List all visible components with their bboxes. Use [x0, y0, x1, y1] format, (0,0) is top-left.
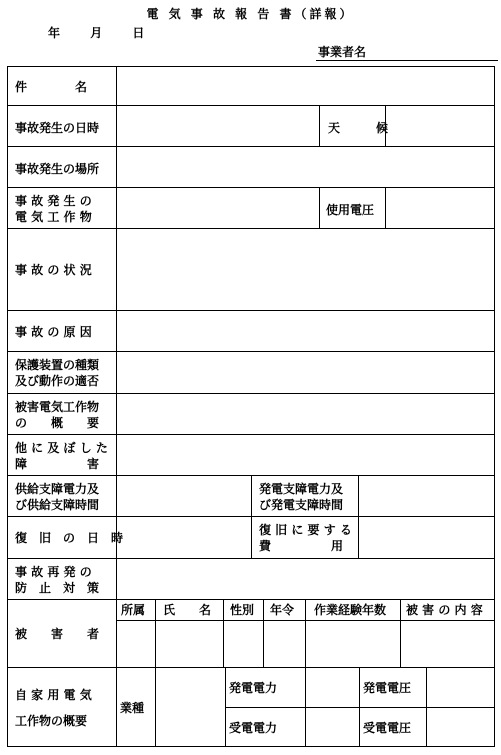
col-sex: 性別: [230, 603, 255, 617]
victim-affiliation-field[interactable]: [117, 621, 154, 666]
label-victims: 被 害 者: [15, 627, 100, 641]
label-gen-supply-2: び発電支障時間: [259, 498, 344, 512]
date-month: 月: [90, 26, 103, 40]
label-supply-2: び供給支障時間: [15, 498, 100, 512]
restore-cost-field[interactable]: [359, 517, 494, 557]
situation-field[interactable]: [117, 229, 494, 309]
gen-power-field[interactable]: [306, 668, 358, 706]
label-place: 事故発生の場所: [15, 162, 100, 176]
damaged-field[interactable]: [117, 394, 494, 433]
supply-field[interactable]: [117, 476, 250, 515]
label-subject: 件 名: [15, 80, 88, 94]
restore-field[interactable]: [117, 517, 250, 557]
label-industry: 業種: [120, 701, 145, 715]
label-facility-1: 事 故 発 生 の: [15, 194, 92, 208]
label-gen-power: 発電電力: [229, 681, 278, 695]
label-restore: 復 旧 の 日 時: [15, 531, 124, 545]
label-restore-cost-1: 復 旧 に 要 す る: [259, 523, 352, 537]
label-weather: 天 候: [328, 121, 389, 135]
date-year: 年: [48, 26, 61, 40]
weather-field[interactable]: [386, 106, 494, 145]
label-gen-supply-1: 発電支障電力及: [259, 482, 344, 496]
datetime-field[interactable]: [117, 106, 318, 145]
victim-sex-field[interactable]: [224, 621, 262, 666]
operator-name-field[interactable]: 事業者名: [316, 44, 498, 61]
label-supply-1: 供給支障電力及: [15, 482, 100, 496]
recv-voltage-field[interactable]: [427, 708, 494, 745]
prevent-field[interactable]: [117, 559, 494, 598]
col-damage: 被 害 の 内 容: [406, 603, 483, 617]
col-affiliation: 所属: [121, 603, 146, 617]
place-field[interactable]: [117, 147, 494, 186]
recv-power-field[interactable]: [306, 708, 358, 745]
label-protection-1: 保護装置の種類: [15, 358, 100, 372]
label-cause: 事 故 の 原 因: [15, 325, 92, 339]
date-line: [48, 24, 170, 41]
label-damaged-1: 被害電気工作物: [15, 400, 100, 414]
label-recv-power: 受電電力: [229, 721, 278, 735]
victim-name-field[interactable]: [156, 621, 222, 666]
label-protection-2: 及び動作の適否: [15, 374, 100, 388]
victim-experience-field[interactable]: [306, 621, 399, 666]
label-recv-voltage: 受電電圧: [363, 721, 412, 735]
gen-voltage-field[interactable]: [427, 668, 494, 706]
victim-damage-field[interactable]: [401, 621, 494, 666]
label-datetime: 事故発生の日時: [15, 121, 100, 135]
label-other-2: 障 害: [15, 457, 100, 471]
industry-field[interactable]: [156, 668, 224, 745]
label-gen-voltage: 発電電圧: [363, 681, 412, 695]
label-restore-cost-2: 費 用: [259, 539, 344, 553]
col-experience: 作業経験年数: [314, 603, 387, 617]
label-facility-2: 電 気 工 作 物: [15, 210, 92, 224]
label-damaged-2: の 概 要: [15, 416, 100, 430]
cause-field[interactable]: [117, 311, 494, 350]
label-own-facility-1: 自 家 用 電 気: [15, 688, 92, 702]
col-name: 氏 名: [163, 603, 212, 617]
victim-age-field[interactable]: [264, 621, 304, 666]
label-other-1: 他 に 及 ぼ し た: [15, 441, 108, 455]
other-damage-field[interactable]: [117, 435, 494, 474]
protection-field[interactable]: [117, 352, 494, 392]
gen-supply-field[interactable]: [359, 476, 494, 515]
report-title: 電 気 事 故 報 告 書（詳報）: [146, 7, 355, 21]
col-age: 年令: [270, 603, 295, 617]
label-prevent-1: 事 故 再 発 の: [15, 565, 92, 579]
voltage-field[interactable]: [386, 188, 494, 227]
report-form: [7, 66, 495, 747]
subject-field[interactable]: [117, 68, 494, 104]
label-situation: 事 故 の 状 況: [15, 263, 92, 277]
label-own-facility-2: 工作物の概要: [15, 714, 88, 728]
label-voltage: 使用電圧: [326, 203, 375, 217]
label-prevent-2: 防 止 対 策: [15, 581, 100, 595]
date-day: 日: [132, 26, 145, 40]
facility-field[interactable]: [117, 188, 318, 227]
